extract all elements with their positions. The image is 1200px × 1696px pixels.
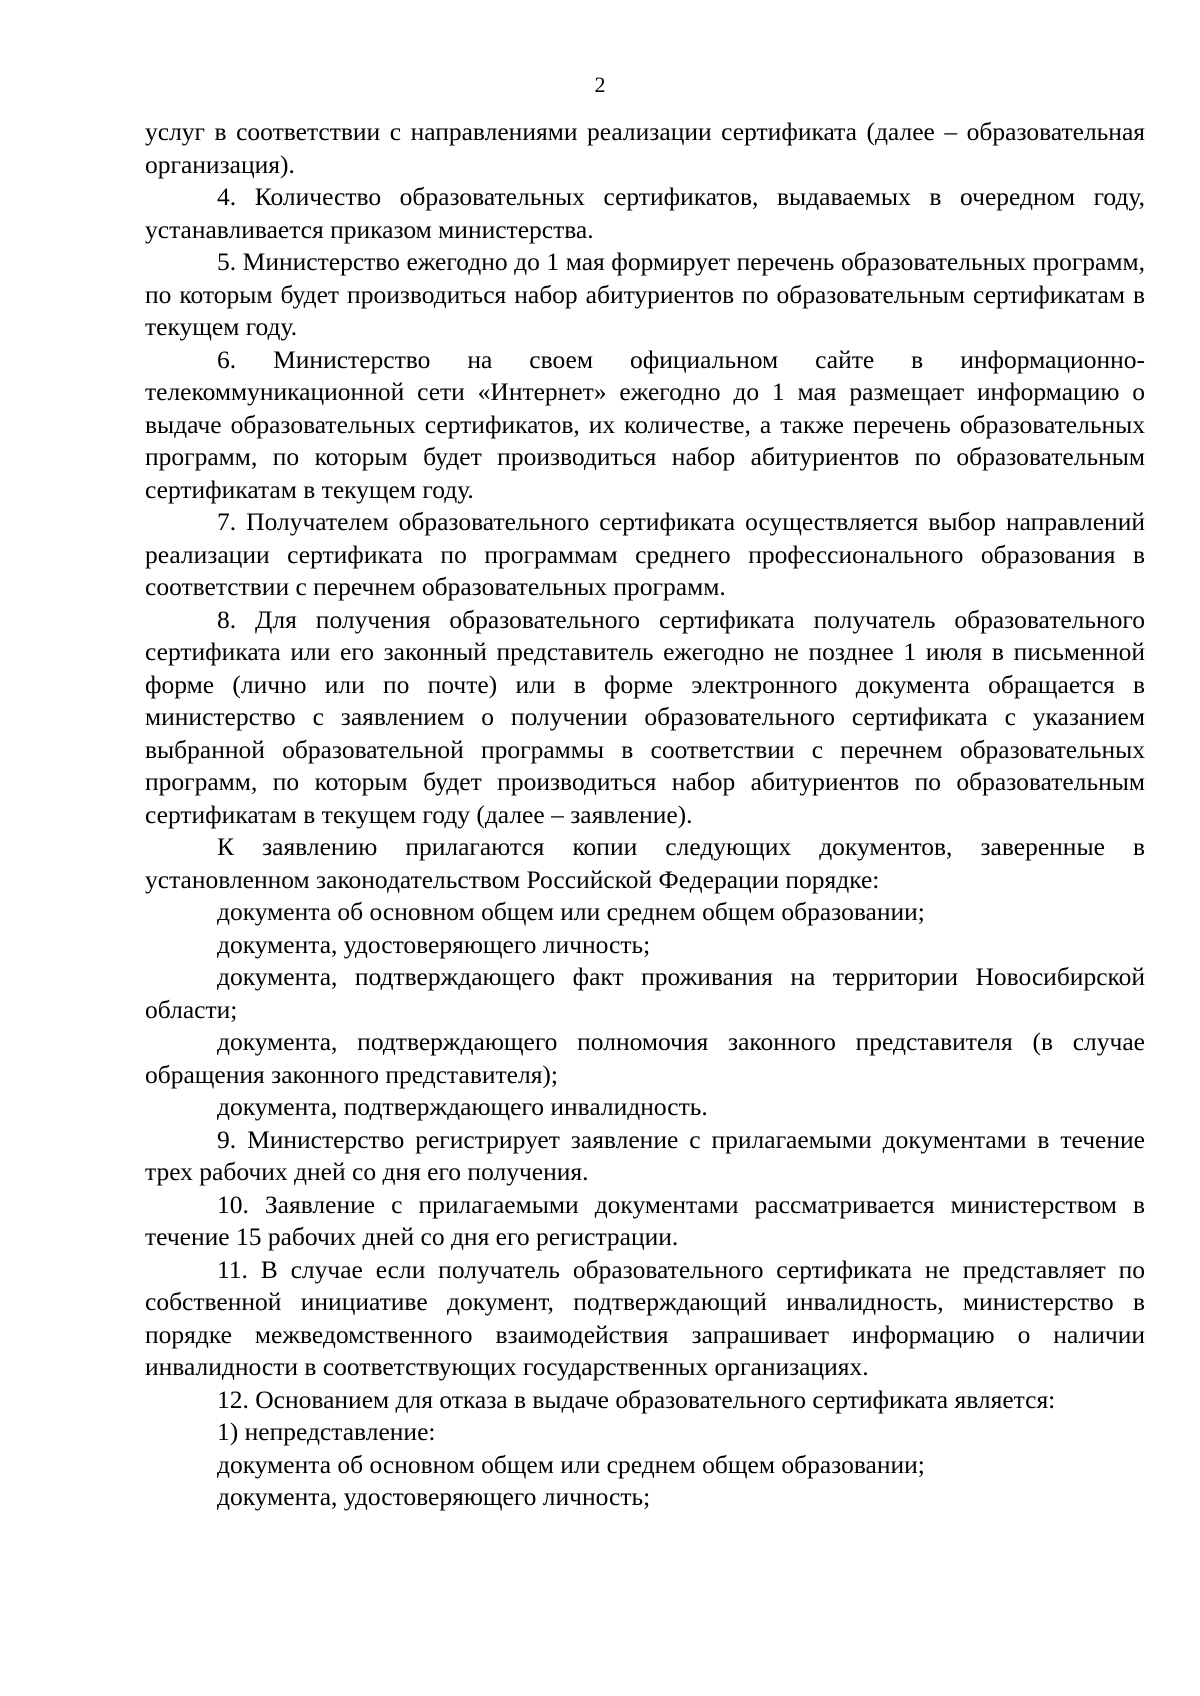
paragraph: документа об основном общем или среднем общем образовании; [217, 897, 925, 926]
paragraph: документа, подтверждающего факт проживания на территории Новосибирской области; [145, 962, 1145, 1024]
paragraph: услуг в соответствии с направлениями реализации сертификата (далее – образовательная организация). [145, 117, 1145, 179]
paragraph: документа, удостоверяющего личность; [217, 929, 651, 959]
document-body [145, 116, 1145, 1514]
paragraph: документа, удостоверяющего личность; [217, 1482, 651, 1511]
paragraph: 7. Получателем образовательного сертификата осуществляется выбор направлений реализации сертификата по программам среднего профессионального образования в соответствии с перечнем образовательных программ. [145, 507, 1145, 601]
paragraph: 1) непредставление: [217, 1417, 436, 1446]
paragraph: документа об основном общем или среднем общем образовании; [217, 1449, 925, 1479]
paragraph: К заявлению прилагаются копии следующих документов, заверенные в установленном законодательством Российской Федерации порядке: [145, 832, 1145, 894]
paragraph: 8. Для получения образовательного сертификата получатель образовательного сертификата или его законный представитель ежегодно не позднее 1 июля в письменной форме (лично или по почте) или в форме электронного документа обращается в министерство с заявлением о получении образовательного сертификата с указанием выбранной образовательной программы в соответствии с перечнем образовательных программ, по которым будет производиться набор абитуриентов по образовательным сертификатам в текущем году (далее – заявление). [145, 604, 1145, 829]
paragraph: 6. Министерство на своем официальном сайте в информационно-телекоммуникационной сети «Интернет» ежегодно до 1 мая размещает информацию о выдаче образовательных сертификатов, их количестве, а также перечень образовательных программ, по которым будет производиться набор абитуриентов по образовательным сертификатам в текущем году. [145, 344, 1145, 504]
paragraph: 12. Основанием для отказа в выдаче образовательного сертификата является: [217, 1384, 1056, 1414]
paragraph: документа, подтверждающего полномочия законного представителя (в случае обращения законного представителя); [145, 1027, 1145, 1089]
page-number: 2 [594, 72, 606, 97]
paragraph: 4. Количество образовательных сертификатов, выдаваемых в очередном году, устанавливается приказом министерства. [145, 182, 1145, 244]
paragraph: 5. Министерство ежегодно до 1 мая формирует перечень образовательных программ, по которым будет производиться набор абитуриентов по образовательным сертификатам в текущем году. [145, 247, 1145, 341]
paragraph: 9. Министерство регистрирует заявление с прилагаемыми документами в течение трех рабочих дней со дня его получения. [145, 1124, 1145, 1186]
paragraph: документа, подтверждающего инвалидность. [217, 1092, 708, 1121]
paragraph: 10. Заявление с прилагаемыми документами рассматривается министерством в течение 15 рабочих дней со дня его регистрации. [145, 1189, 1145, 1251]
paragraph: 11. В случае если получатель образовательного сертификата не представляет по собственной инициативе документ, подтверждающий инвалидность, министерство в порядке межведомственного взаимодействия запрашивает информацию о наличии инвалидности в соответствующих государственных организациях. [145, 1254, 1145, 1381]
